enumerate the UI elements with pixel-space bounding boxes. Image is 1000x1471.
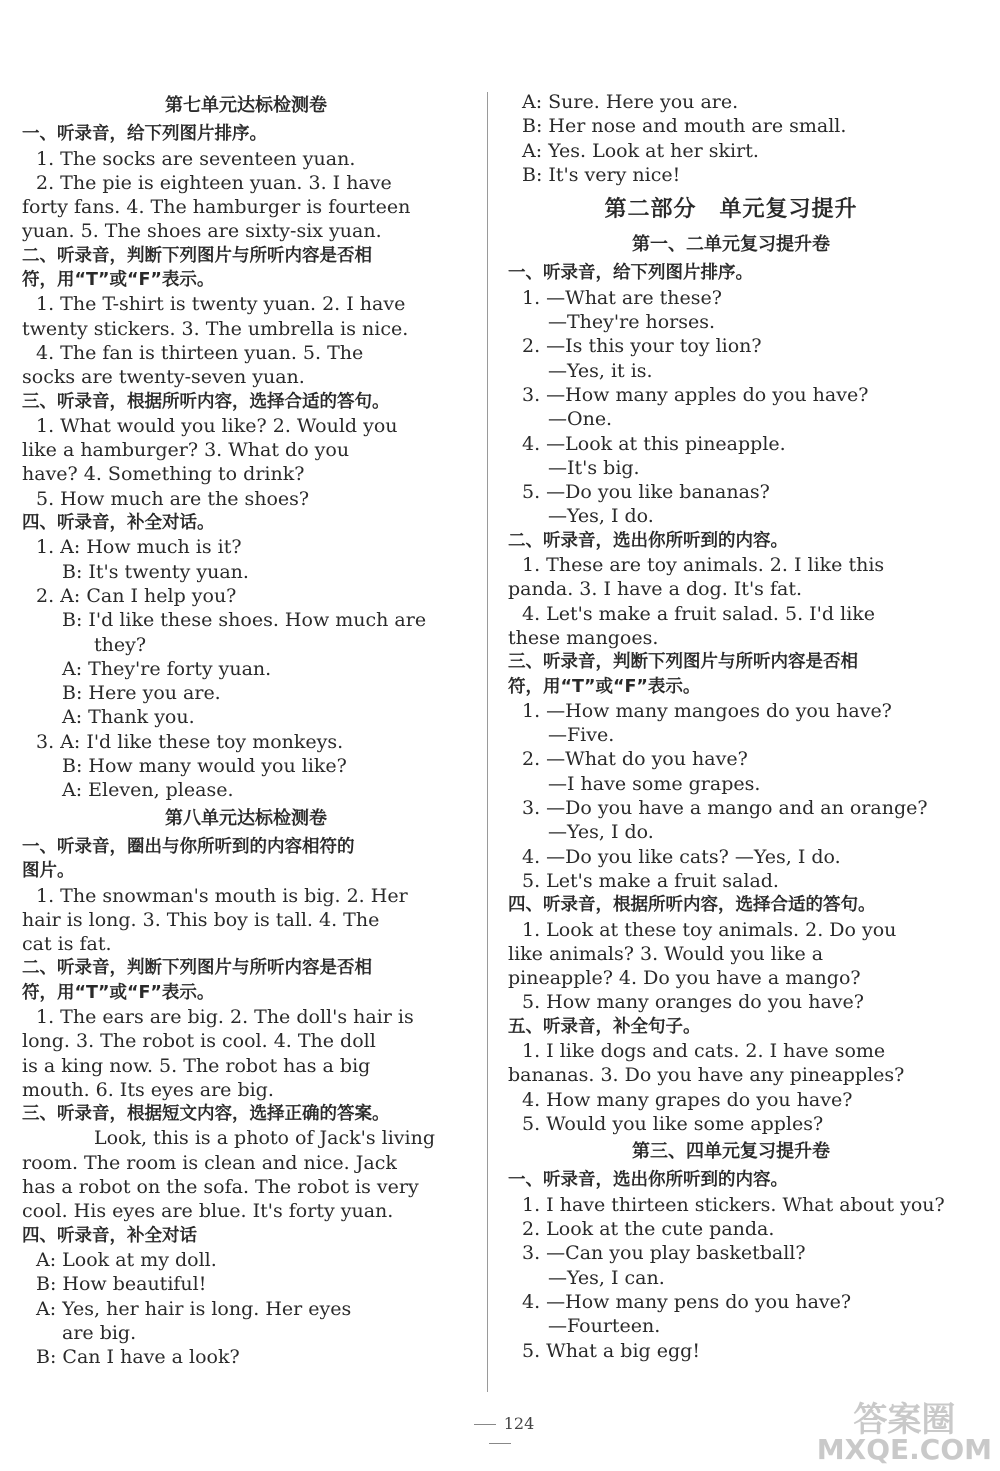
text-line: 2. A: Can I help you? [36,584,237,607]
text-line: 4. The fan is thirteen yuan. 5. The [36,341,364,364]
text-line: 1. What would you like? 2. Would you [36,414,398,437]
text-line: 5. How much are the shoes? [36,487,310,510]
column-divider [487,92,488,1392]
text-line: 5. Would you like some apples? [522,1112,824,1135]
text-line: 3. A: I'd like these toy monkeys. [36,730,344,753]
text-line: —Yes, it is. [548,359,653,382]
text-line: A: Look at my doll. [36,1248,217,1271]
section-title: 第七单元达标检测卷 [165,95,327,116]
text-line: —They're horses. [548,311,716,334]
text-line: A: Thank you. [62,706,195,729]
text-line: 2. —Is this your toy lion? [522,335,762,358]
text-line: has a robot on the sofa. The robot is very [22,1176,419,1199]
text-line: —Yes, I do. [548,821,654,844]
text-line: 2. —What do you have? [522,748,748,771]
question-heading: 二、听录音，选出你所听到的内容。 [508,530,788,551]
text-line: 1. The ears are big. 2. The doll's hair is [36,1005,414,1028]
question-heading: 三、听录音，判断下列图片与所听内容是否相 [508,652,858,673]
text-line: 1. Look at these toy animals. 2. Do you [522,918,897,941]
text-line: 1. The T-shirt is twenty yuan. 2. I have [36,293,406,316]
text-line: bananas. 3. Do you have any pineapples? [508,1064,905,1087]
text-line: hair is long. 3. This boy is tall. 4. The [22,908,380,931]
question-heading: 符，用“T”或“F”表示。 [508,676,701,697]
text-line: are big. [62,1321,137,1344]
text-line: twenty stickers. 3. The umbrella is nice. [22,317,409,340]
text-line: —It's big. [548,456,640,479]
question-heading: 一、听录音，选出你所听到的内容。 [508,1170,788,1191]
page-number: 124 [450,1414,550,1452]
text-line: these mangoes. [508,626,659,649]
text-line: 1. —How many mangoes do you have? [522,699,892,722]
section-title: 第三、四单元复习提升卷 [632,1141,830,1163]
question-heading: 四、听录音，补全对话。 [22,513,215,534]
text-line: 4. —How many pens do you have? [522,1290,852,1313]
text-line: like a hamburger? 3. What do you [22,439,350,462]
text-line: 5. What a big egg! [522,1339,700,1362]
left-column [22,90,470,1369]
question-heading: 四、听录音，补全对话 [22,1225,197,1246]
text-line: have? 4. Something to drink? [22,463,305,486]
text-line: 1. I have thirteen stickers. What about you? [522,1193,945,1216]
part-title: 第二部分 单元复习提升 [604,197,858,223]
section-title: 第一、二单元复习提升卷 [632,234,830,256]
text-line: B: I'd like these shoes. How much are [62,609,427,632]
text-line: B: How many would you like? [62,755,347,778]
text-line: 4. —Look at this pineapple. [522,432,786,455]
text-line: 5. —Do you like bananas? [522,481,770,504]
text-line: B: How beautiful! [36,1273,207,1296]
watermark: 答案圈 MXQE.COM [816,1400,992,1466]
text-line: B: It's very nice! [522,163,681,186]
text-line: B: Here you are. [62,682,221,705]
question-heading: 符，用“T”或“F”表示。 [22,982,215,1003]
text-line: pineapple? 4. Do you have a mango? [508,967,861,990]
text-line: mouth. 6. Its eyes are big. [22,1078,274,1101]
question-heading: 五、听录音，补全句子。 [508,1016,701,1037]
text-line: A: Yes. Look at her skirt. [522,139,759,162]
text-line: 2. Look at the cute panda. [522,1218,775,1241]
question-heading: 二、听录音，判断下列图片与所听内容是否相 [22,245,372,266]
text-line: room. The room is clean and nice. Jack [22,1151,397,1174]
text-line: B: It's twenty yuan. [62,560,249,583]
text-line: 1. The snowman's mouth is big. 2. Her [36,884,408,907]
text-line: forty fans. 4. The hamburger is fourteen [22,196,411,219]
text-line: 4. Let's make a fruit salad. 5. I'd like [522,602,876,625]
text-line: —I have some grapes. [548,772,761,795]
question-heading: 三、听录音，根据短文内容，选择正确的答案。 [22,1104,390,1125]
question-heading: 一、听录音，给下列图片排序。 [22,124,267,145]
text-line: they? [94,633,147,656]
text-line: A: Yes, her hair is long. Her eyes [36,1297,352,1320]
text-line: panda. 3. I have a dog. It's fat. [508,578,802,601]
section-title: 第八单元达标检测卷 [165,807,327,829]
question-heading: 图片。 [22,861,75,882]
text-line: Look, this is a photo of Jack's living [94,1127,435,1150]
text-line: 3. —How many apples do you have? [522,383,869,406]
text-line: B: Her nose and mouth are small. [522,115,847,138]
text-line: A: Eleven, please. [62,779,234,802]
text-line: yuan. 5. The shoes are sixty-six yuan. [22,220,382,243]
text-line: 4. How many grapes do you have? [522,1088,853,1111]
text-line: 5. Let's make a fruit salad. [522,869,779,892]
text-line: 3. —Do you have a mango and an orange? [522,797,928,820]
text-line: —Fourteen. [548,1315,661,1338]
question-heading: 三、听录音，根据所听内容，选择合适的答句。 [22,391,390,412]
text-line: cool. His eyes are blue. It's forty yuan. [22,1200,394,1223]
text-line: A: They're forty yuan. [62,657,272,680]
text-line: cat is fat. [22,933,112,956]
text-line: socks are twenty-seven yuan. [22,366,305,389]
text-line: 5. How many oranges do you have? [522,991,864,1014]
text-line: 1. The socks are seventeen yuan. [36,147,356,170]
text-line: 2. The pie is eighteen yuan. 3. I have [36,171,392,194]
text-line: —Five. [548,724,615,747]
question-heading: 符，用“T”或“F”表示。 [22,270,215,291]
text-line: 1. These are toy animals. 2. I like this [522,554,885,577]
right-column [508,90,954,1363]
question-heading: 一、听录音，圈出与你所听到的内容相符的 [22,836,355,857]
question-heading: 二、听录音，判断下列图片与所听内容是否相 [22,958,372,979]
text-line: 4. —Do you like cats? —Yes, I do. [522,845,841,868]
text-line: 3. —Can you play basketball? [522,1242,806,1265]
text-line: 1. I like dogs and cats. 2. I have some [522,1039,886,1062]
text-line: long. 3. The robot is cool. 4. The doll [22,1030,376,1053]
text-line: —One. [548,408,613,431]
text-line: is a king now. 5. The robot has a big [22,1054,371,1077]
text-line: B: Can I have a look? [36,1346,240,1369]
text-line: 1. —What are these? [522,286,722,309]
text-line: A: Sure. Here you are. [522,91,739,113]
text-line: —Yes, I do. [548,505,654,528]
text-line: —Yes, I can. [548,1266,665,1289]
text-line: 1. A: How much is it? [36,536,242,559]
question-heading: 一、听录音，给下列图片排序。 [508,263,753,284]
question-heading: 四、听录音，根据所听内容，选择合适的答句。 [508,895,876,916]
text-line: like animals? 3. Would you like a [508,942,824,965]
